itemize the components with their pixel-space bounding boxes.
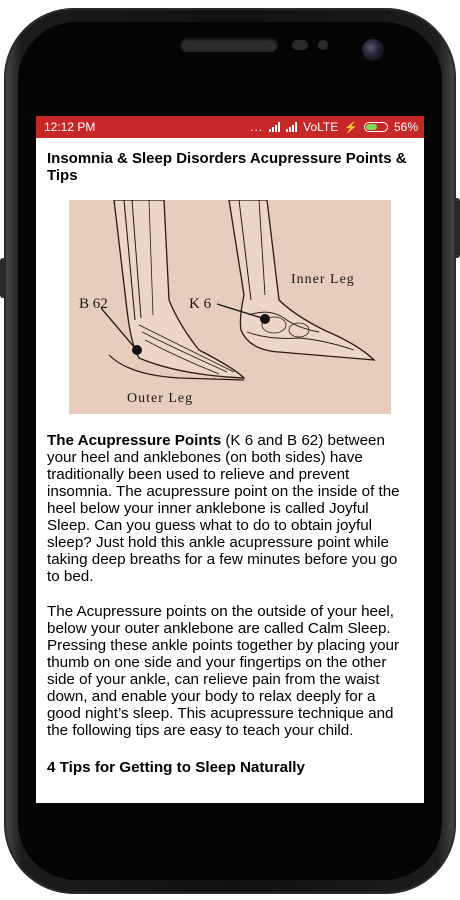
section-heading-tips: 4 Tips for Getting to Sleep Naturally bbox=[47, 759, 305, 776]
earpiece-speaker bbox=[180, 38, 278, 52]
charging-icon: ⚡ bbox=[344, 121, 358, 134]
label-inner-leg: Inner Leg bbox=[291, 272, 355, 287]
signal-icon bbox=[269, 122, 280, 132]
power-button bbox=[454, 198, 460, 258]
battery-fill bbox=[366, 124, 377, 130]
front-camera bbox=[362, 39, 384, 61]
proximity-sensor bbox=[292, 40, 308, 50]
light-sensor bbox=[318, 40, 328, 50]
signal-icon-2 bbox=[286, 122, 297, 132]
paragraph-body: (K 6 and B 62) between your heel and anklebones (on both sides) have traditionally been used to relieve and prevent insomnia. The acupressure point on the inside of the heel below your inner anklebone is called Joyful Sleep. Can you guess what to do to obtain joyful sleep? Just hold this ankle acupressure point while taking deep breaths for a few minutes before you go to bed. bbox=[47, 432, 400, 585]
volume-button bbox=[0, 258, 6, 298]
network-type-label: VoLTE bbox=[303, 120, 339, 134]
status-time: 12:12 PM bbox=[44, 120, 96, 134]
label-outer-leg: Outer Leg bbox=[127, 391, 194, 406]
label-b62: B 62 bbox=[79, 296, 108, 312]
paragraph-acupressure-points bbox=[47, 432, 413, 585]
screen bbox=[36, 116, 424, 803]
label-k6: K 6 bbox=[189, 296, 212, 312]
battery-percent: 56% bbox=[393, 120, 418, 134]
status-bar bbox=[36, 116, 424, 138]
article-content bbox=[36, 150, 424, 776]
article-title: Insomnia & Sleep Disorders Acupressure Points & Tips bbox=[47, 150, 407, 184]
battery-icon bbox=[364, 122, 388, 132]
network-activity-dots: ... bbox=[250, 120, 264, 134]
acupressure-illustration bbox=[69, 200, 391, 414]
status-icons bbox=[250, 120, 418, 134]
paragraph-calm-sleep: The Acupressure points on the outside of your heel, below your outer anklebone are called Calm Sleep. Pressing these ankle points together by placing your thumb on one side and your fingertips on the other side of your ankle, can relieve pain from the waist down, and enable your body to relax deeply for a good night’s sleep. This acupressure technique and the following tips are easy to teach your child. bbox=[47, 603, 400, 739]
paragraph-lead-bold: The Acupressure Points bbox=[47, 432, 222, 449]
